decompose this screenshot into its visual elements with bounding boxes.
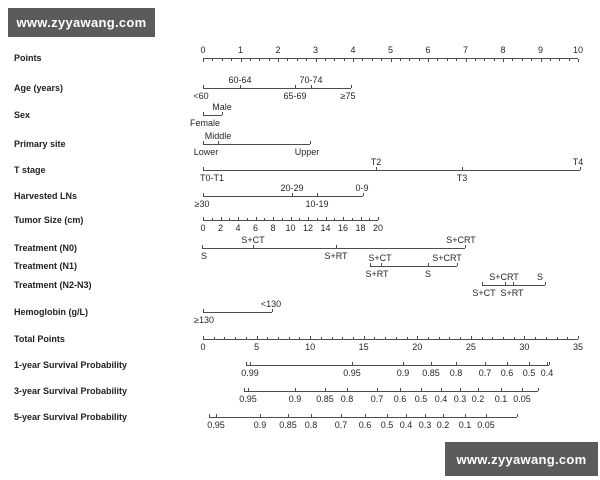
axis-tick xyxy=(311,414,312,417)
tick-label: ≥75 xyxy=(340,91,356,101)
axis-tick xyxy=(439,337,440,339)
axis-tick xyxy=(272,309,273,312)
axis-tick xyxy=(216,414,217,417)
axis-tick xyxy=(465,414,466,417)
tick-label: 65-69 xyxy=(283,91,307,101)
axis-tick xyxy=(246,362,247,365)
tick-label: 0.5 xyxy=(414,394,428,404)
axis-tick xyxy=(545,282,546,285)
axis-tick xyxy=(248,388,249,391)
tick-label: 0.95 xyxy=(343,368,361,378)
axis-tick xyxy=(222,112,223,115)
axis-tick xyxy=(385,337,386,339)
axis-tick xyxy=(287,59,288,61)
axis-line xyxy=(203,144,310,145)
axis-tick xyxy=(352,218,353,220)
axis-tick xyxy=(278,59,279,62)
row-label: Harvested LNs xyxy=(14,191,78,201)
axis-tick xyxy=(260,414,261,417)
tick-label: 20 xyxy=(372,223,384,233)
tick-label: 4 xyxy=(350,45,356,55)
tick-label: 16 xyxy=(337,223,349,233)
axis-line xyxy=(203,88,351,89)
axis-tick xyxy=(549,362,550,365)
row-label: 5-year Survival Probability xyxy=(14,412,128,422)
axis-tick xyxy=(512,59,513,61)
axis-tick xyxy=(400,388,401,391)
axis-tick xyxy=(428,337,429,339)
axis-tick xyxy=(524,336,525,339)
tick-label: 0.3 xyxy=(453,394,467,404)
axis-line xyxy=(203,170,580,171)
axis-tick xyxy=(514,337,515,339)
tick-label: 0.7 xyxy=(334,420,348,430)
axis-tick xyxy=(347,388,348,391)
axis-line xyxy=(370,266,457,267)
axis-tick xyxy=(238,217,239,220)
axis-tick xyxy=(517,414,518,417)
axis-tick xyxy=(363,193,364,196)
tick-label: 0.4 xyxy=(434,394,448,404)
axis-tick xyxy=(224,337,225,339)
axis-tick xyxy=(407,337,408,339)
axis-tick xyxy=(381,59,382,61)
axis-tick xyxy=(494,59,495,61)
axis-tick xyxy=(218,141,219,144)
axis-tick xyxy=(295,388,296,391)
axis-tick xyxy=(443,414,444,417)
axis-tick xyxy=(221,217,222,220)
axis-line xyxy=(203,196,363,197)
axis-tick xyxy=(235,337,236,339)
axis-tick xyxy=(377,388,378,391)
tick-label: 5 xyxy=(387,45,394,55)
tick-label: 0.6 xyxy=(393,394,407,404)
axis-tick xyxy=(466,59,467,62)
axis-tick xyxy=(353,337,354,339)
tick-label: 0 xyxy=(200,45,206,55)
axis-tick xyxy=(557,337,558,339)
axis-tick xyxy=(417,336,418,339)
tick-label: S+RT xyxy=(500,288,524,298)
axis-tick xyxy=(361,217,362,220)
axis-tick xyxy=(457,263,458,266)
axis-tick xyxy=(273,217,274,220)
axis-tick xyxy=(317,218,318,220)
axis-tick xyxy=(400,59,401,61)
watermark-top: www.zyyawang.com xyxy=(8,8,155,37)
axis-tick xyxy=(222,59,223,61)
axis-tick xyxy=(522,388,523,391)
tick-label: 0.9 xyxy=(253,420,267,430)
axis-tick xyxy=(317,193,318,196)
tick-label: Lower xyxy=(193,147,219,157)
axis-tick xyxy=(247,218,248,220)
axis-tick xyxy=(299,337,300,339)
row-label: Treatment (N2-N3) xyxy=(14,280,92,290)
tick-label: 6 xyxy=(252,223,259,233)
axis-tick xyxy=(288,414,289,417)
axis-tick xyxy=(465,245,466,248)
tick-label: ≥30 xyxy=(194,199,210,209)
axis-tick xyxy=(580,167,581,170)
axis-tick xyxy=(310,141,311,144)
tick-label: S xyxy=(536,272,544,282)
tick-label: 70-74 xyxy=(299,75,323,85)
tick-label: <130 xyxy=(260,299,282,309)
axis-tick xyxy=(503,337,504,339)
tick-label: S xyxy=(424,269,432,279)
axis-tick xyxy=(295,85,296,88)
axis-tick xyxy=(310,336,311,339)
tick-label: 0.5 xyxy=(522,368,536,378)
tick-label: 10-19 xyxy=(305,199,329,209)
axis-tick xyxy=(503,59,504,62)
axis-tick xyxy=(267,337,268,339)
row-label: 1-year Survival Probability xyxy=(14,360,128,370)
tick-label: 0.7 xyxy=(370,394,384,404)
axis-tick xyxy=(351,85,352,88)
tick-label: 0.8 xyxy=(449,368,463,378)
axis-line xyxy=(202,248,465,249)
tick-label: 0-9 xyxy=(355,183,369,193)
axis-tick xyxy=(538,388,539,391)
axis-tick xyxy=(406,414,407,417)
axis-tick xyxy=(203,112,204,115)
axis-tick xyxy=(460,388,461,391)
axis-tick xyxy=(437,59,438,61)
tick-label: 0.9 xyxy=(396,368,410,378)
tick-label: 18 xyxy=(355,223,366,233)
axis-tick xyxy=(365,414,366,417)
axis-tick xyxy=(316,59,317,62)
axis-tick xyxy=(212,59,213,61)
axis-tick xyxy=(559,59,560,61)
axis-tick xyxy=(282,218,283,220)
axis-tick xyxy=(203,336,204,339)
axis-tick xyxy=(419,59,420,61)
tick-label: S+RT xyxy=(365,269,389,279)
axis-tick xyxy=(306,59,307,61)
tick-label: Middle xyxy=(204,131,232,141)
axis-tick xyxy=(362,59,363,61)
axis-tick xyxy=(343,217,344,220)
axis-tick xyxy=(203,167,204,170)
axis-tick xyxy=(431,362,432,365)
tick-label: S+CRT xyxy=(489,272,519,282)
axis-tick xyxy=(370,263,371,266)
tick-label: 0.6 xyxy=(500,368,514,378)
tick-label: Male xyxy=(212,102,232,112)
axis-tick xyxy=(578,59,579,62)
tick-label: 0.05 xyxy=(513,394,531,404)
tick-label: T4 xyxy=(572,157,584,167)
tick-label: 0.3 xyxy=(418,420,432,430)
axis-tick xyxy=(484,59,485,61)
tick-label: 60-64 xyxy=(228,75,252,85)
axis-tick xyxy=(403,362,404,365)
row-label: T stage xyxy=(14,165,46,175)
tick-label: ≥130 xyxy=(194,315,214,325)
axis-tick xyxy=(531,59,532,61)
axis-tick xyxy=(475,59,476,61)
tick-label: T2 xyxy=(370,157,382,167)
axis-tick xyxy=(209,414,210,417)
row-label: Age (years) xyxy=(14,83,64,93)
tick-label: S+CT xyxy=(368,253,392,263)
tick-label: 0.5 xyxy=(380,420,394,430)
tick-label: 0.9 xyxy=(288,394,302,404)
axis-tick xyxy=(353,59,354,62)
axis-tick xyxy=(244,388,245,391)
axis-line xyxy=(203,220,378,221)
tick-label: 0.85 xyxy=(279,420,297,430)
axis-tick xyxy=(378,217,379,220)
axis-tick xyxy=(212,218,213,220)
axis-tick xyxy=(441,388,442,391)
axis-tick xyxy=(447,59,448,61)
axis-tick xyxy=(471,336,472,339)
axis-tick xyxy=(203,141,204,144)
tick-label: 20 xyxy=(412,342,423,352)
axis-tick xyxy=(374,337,375,339)
axis-tick xyxy=(513,282,514,285)
tick-label: Upper xyxy=(294,147,320,157)
tick-label: 4 xyxy=(235,223,241,233)
tick-label: 9 xyxy=(537,45,544,55)
tick-label: 30 xyxy=(519,342,530,352)
axis-tick xyxy=(253,245,254,248)
axis-tick xyxy=(264,218,265,220)
tick-label: 0 xyxy=(200,342,206,352)
axis-tick xyxy=(229,218,230,220)
axis-line xyxy=(482,285,545,286)
axis-tick xyxy=(257,336,258,339)
tick-label: Female xyxy=(189,118,221,128)
tick-label: 3 xyxy=(312,45,319,55)
axis-tick xyxy=(541,59,542,62)
tick-label: 0.1 xyxy=(458,420,472,430)
axis-tick xyxy=(308,217,309,220)
tick-label: S+CT xyxy=(472,288,496,298)
axis-tick xyxy=(203,85,204,88)
tick-label: <60 xyxy=(193,91,209,101)
tick-label: 8 xyxy=(500,45,506,55)
axis-tick xyxy=(250,59,251,61)
axis-tick xyxy=(203,309,204,312)
axis-tick xyxy=(291,217,292,220)
tick-label: 1 xyxy=(237,45,244,55)
tick-label: 0.2 xyxy=(436,420,450,430)
axis-tick xyxy=(352,362,353,365)
tick-label: 0.95 xyxy=(239,394,257,404)
axis-tick xyxy=(456,59,457,61)
axis-line xyxy=(209,417,517,418)
tick-label: 0 xyxy=(200,223,206,233)
axis-tick xyxy=(449,337,450,339)
axis-tick xyxy=(492,337,493,339)
tick-label: S+CRT xyxy=(446,235,476,245)
tick-label: 10 xyxy=(305,342,316,352)
axis-tick xyxy=(246,337,247,339)
tick-label: 0.1 xyxy=(494,394,508,404)
axis-tick xyxy=(334,218,335,220)
axis-tick xyxy=(550,59,551,61)
axis-tick xyxy=(428,263,429,266)
tick-label: 8 xyxy=(270,223,276,233)
axis-tick xyxy=(311,85,312,88)
axis-tick xyxy=(325,59,326,61)
axis-line xyxy=(203,312,272,313)
tick-label: 0.4 xyxy=(399,420,413,430)
axis-tick xyxy=(299,218,300,220)
axis-tick xyxy=(203,217,204,220)
tick-label: 0.4 xyxy=(540,368,554,378)
axis-tick xyxy=(344,59,345,61)
axis-tick xyxy=(341,414,342,417)
axis-tick xyxy=(250,362,251,365)
axis-tick xyxy=(325,388,326,391)
watermark-bottom: www.zyyawang.com xyxy=(445,442,598,476)
row-label: Hemoglobin (g/L) xyxy=(14,307,88,317)
tick-label: T0-T1 xyxy=(199,173,225,183)
axis-tick xyxy=(478,388,479,391)
axis-tick xyxy=(342,337,343,339)
axis-tick xyxy=(369,218,370,220)
tick-label: 0.85 xyxy=(316,394,334,404)
axis-tick xyxy=(501,388,502,391)
tick-label: 0.99 xyxy=(241,368,259,378)
axis-tick xyxy=(364,336,365,339)
tick-label: S+CRT xyxy=(432,253,462,263)
tick-label: 15 xyxy=(358,342,369,352)
tick-label: 12 xyxy=(302,223,314,233)
row-label: 3-year Survival Probability xyxy=(14,386,128,396)
axis-tick xyxy=(485,362,486,365)
tick-label: 0.85 xyxy=(422,368,440,378)
tick-label: 10 xyxy=(285,223,296,233)
axis-tick xyxy=(231,59,232,61)
row-label: Sex xyxy=(14,110,31,120)
axis-tick xyxy=(269,59,270,61)
tick-label: 0.8 xyxy=(304,420,318,430)
axis-tick xyxy=(202,245,203,248)
axis-line xyxy=(203,339,578,340)
tick-label: 0.2 xyxy=(471,394,485,404)
axis-tick xyxy=(529,362,530,365)
axis-tick xyxy=(522,59,523,61)
tick-label: 5 xyxy=(254,342,260,352)
axis-tick xyxy=(546,337,547,339)
axis-tick xyxy=(421,388,422,391)
row-label: Total Points xyxy=(14,334,65,344)
axis-tick xyxy=(292,193,293,196)
axis-tick xyxy=(567,337,568,339)
tick-label: 7 xyxy=(462,45,469,55)
axis-tick xyxy=(372,59,373,61)
tick-label: S+RT xyxy=(324,251,348,261)
tick-label: S+CT xyxy=(241,235,265,245)
axis-tick xyxy=(462,167,463,170)
axis-tick xyxy=(482,282,483,285)
row-label: Points xyxy=(14,53,42,63)
axis-line xyxy=(203,115,222,116)
axis-tick xyxy=(241,59,242,62)
axis-tick xyxy=(259,59,260,61)
axis-tick xyxy=(482,337,483,339)
axis-tick xyxy=(535,337,536,339)
axis-tick xyxy=(297,59,298,61)
tick-label: 25 xyxy=(465,342,476,352)
axis-tick xyxy=(240,85,241,88)
tick-label: 0.6 xyxy=(358,420,372,430)
axis-tick xyxy=(289,337,290,339)
axis-tick xyxy=(334,59,335,61)
tick-label: 0.95 xyxy=(207,420,225,430)
row-label: Treatment (N1) xyxy=(14,261,78,271)
tick-label: 0.7 xyxy=(478,368,492,378)
axis-tick xyxy=(486,414,487,417)
axis-tick xyxy=(578,336,579,339)
tick-label: 0.05 xyxy=(477,420,495,430)
axis-tick xyxy=(391,59,392,62)
row-label: Tumor Size (cm) xyxy=(14,215,84,225)
axis-tick xyxy=(425,414,426,417)
axis-tick xyxy=(321,337,322,339)
axis-tick xyxy=(428,59,429,62)
axis-tick xyxy=(203,193,204,196)
tick-label: 20-29 xyxy=(280,183,304,193)
axis-tick xyxy=(456,362,457,365)
tick-label: 2 xyxy=(217,223,224,233)
axis-tick xyxy=(332,337,333,339)
axis-tick xyxy=(326,217,327,220)
axis-tick xyxy=(460,337,461,339)
axis-tick xyxy=(214,337,215,339)
tick-label: 10 xyxy=(572,45,584,55)
axis-tick xyxy=(256,217,257,220)
row-label: Primary site xyxy=(14,139,66,149)
tick-label: 14 xyxy=(320,223,331,233)
axis-line xyxy=(246,365,549,366)
axis-tick xyxy=(409,59,410,61)
axis-tick xyxy=(387,414,388,417)
tick-label: T3 xyxy=(456,173,468,183)
tick-label: 0.8 xyxy=(340,394,354,404)
axis-tick xyxy=(381,263,382,266)
axis-tick xyxy=(569,59,570,61)
axis-tick xyxy=(376,167,377,170)
axis-tick xyxy=(278,337,279,339)
axis-tick xyxy=(507,362,508,365)
axis-line xyxy=(244,391,538,392)
row-label: Treatment (N0) xyxy=(14,243,78,253)
tick-label: 6 xyxy=(425,45,431,55)
tick-label: S xyxy=(200,251,208,261)
axis-tick xyxy=(336,245,337,248)
axis-tick xyxy=(547,362,548,365)
tick-label: 2 xyxy=(275,45,281,55)
tick-label: 35 xyxy=(572,342,584,352)
axis-tick xyxy=(203,59,204,62)
axis-tick xyxy=(505,282,506,285)
axis-tick xyxy=(396,337,397,339)
